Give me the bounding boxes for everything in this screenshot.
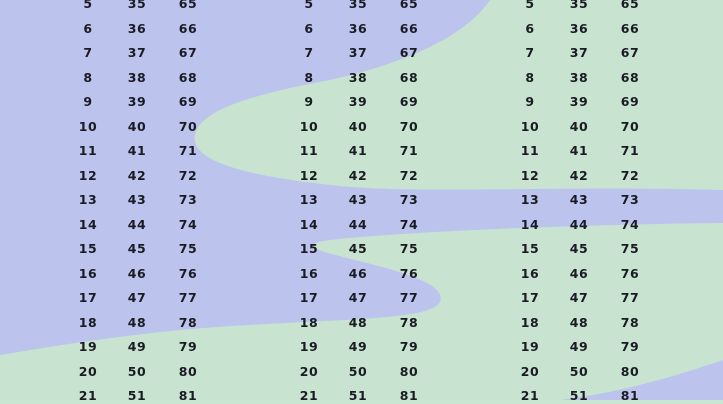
- table-cell: 75: [620, 241, 640, 256]
- table-cell: 68: [178, 69, 198, 85]
- table-cell: 17: [78, 290, 98, 305]
- table-cell: 15: [520, 241, 540, 256]
- table-cell: 80: [178, 363, 198, 379]
- table-cell: 48: [127, 314, 147, 330]
- table-cell: 6: [83, 20, 93, 36]
- table-cell: 35: [127, 0, 147, 11]
- table-cell: 42: [348, 167, 368, 183]
- table-cell: 11: [78, 143, 98, 158]
- table-cell: 11: [299, 143, 319, 158]
- table-cell: 21: [78, 388, 98, 403]
- table-cell: 43: [569, 192, 589, 207]
- table-cell: 46: [569, 265, 589, 281]
- table-cell: 15: [299, 241, 319, 256]
- table-cell: 79: [620, 339, 640, 354]
- table-cell: 36: [348, 20, 368, 36]
- table-cell: 9: [83, 94, 93, 109]
- table-cell: 80: [620, 363, 640, 379]
- table-cell: 69: [178, 94, 198, 109]
- table-cell: 79: [399, 339, 419, 354]
- table-cell: 35: [569, 0, 589, 11]
- table-cell: 69: [399, 94, 419, 109]
- table-cell: 77: [620, 290, 640, 305]
- table-cell: 70: [399, 118, 419, 134]
- table-cell: 38: [348, 69, 368, 85]
- table-cell: 8: [83, 69, 93, 85]
- table-cell: 68: [399, 69, 419, 85]
- table-cell: 8: [525, 69, 535, 85]
- table-cell: 16: [78, 265, 98, 281]
- table-cell: 9: [525, 94, 535, 109]
- table-cell: 44: [127, 216, 147, 232]
- table-cell: 42: [127, 167, 147, 183]
- table-cell: 13: [78, 192, 98, 207]
- table-cell: 41: [348, 143, 368, 158]
- table-cell: 73: [178, 192, 198, 207]
- table-cell: 50: [348, 363, 368, 379]
- table-cell: 68: [620, 69, 640, 85]
- table-cell: 72: [399, 167, 419, 183]
- table-cell: 65: [399, 0, 419, 11]
- table-cell: 11: [520, 143, 540, 158]
- table-cell: 14: [520, 216, 540, 232]
- table-cell: 66: [620, 20, 640, 36]
- table-cell: 5: [83, 0, 93, 11]
- table-cell: 71: [178, 143, 198, 158]
- table-cell: 12: [299, 167, 319, 183]
- table-cell: 66: [178, 20, 198, 36]
- table-cell: 18: [299, 314, 319, 330]
- table-cell: 18: [520, 314, 540, 330]
- table-cell: 14: [299, 216, 319, 232]
- table-cell: 17: [299, 290, 319, 305]
- table-cell: 10: [520, 118, 540, 134]
- table-cell: 39: [348, 94, 368, 109]
- table-cell: 5: [304, 0, 314, 11]
- table-cell: 50: [127, 363, 147, 379]
- table-cell: 45: [127, 241, 147, 256]
- table-cell: 75: [178, 241, 198, 256]
- table-cell: 67: [620, 45, 640, 60]
- table-cell: 10: [299, 118, 319, 134]
- table-cell: 39: [127, 94, 147, 109]
- table-cell: 6: [304, 20, 314, 36]
- table-cell: 37: [127, 45, 147, 60]
- table-cell: 35: [348, 0, 368, 11]
- table-cell: 73: [620, 192, 640, 207]
- table-cell: 12: [520, 167, 540, 183]
- table-cell: 72: [178, 167, 198, 183]
- table-cell: 5: [525, 0, 535, 11]
- table-cell: 67: [178, 45, 198, 60]
- table-cell: 46: [348, 265, 368, 281]
- table-cell: 49: [348, 339, 368, 354]
- table-cell: 49: [569, 339, 589, 354]
- table-cell: 71: [399, 143, 419, 158]
- table-cell: 47: [569, 290, 589, 305]
- table-cell: 19: [299, 339, 319, 354]
- table-cell: 65: [178, 0, 198, 11]
- table-cell: 7: [525, 45, 535, 60]
- table-cell: 14: [78, 216, 98, 232]
- table-cell: 16: [520, 265, 540, 281]
- table-cell: 45: [348, 241, 368, 256]
- table-cell: 77: [399, 290, 419, 305]
- table-cell: 78: [178, 314, 198, 330]
- table-cell: 76: [178, 265, 198, 281]
- table-cell: 69: [620, 94, 640, 109]
- table-cell: 47: [348, 290, 368, 305]
- table-cell: 79: [178, 339, 198, 354]
- table-cell: 45: [569, 241, 589, 256]
- table-cell: 9: [304, 94, 314, 109]
- table-cell: 49: [127, 339, 147, 354]
- table-cell: 15: [78, 241, 98, 256]
- table-cell: 65: [620, 0, 640, 11]
- table-cell: 70: [620, 118, 640, 134]
- table-cell: 81: [399, 388, 419, 403]
- table-cell: 47: [127, 290, 147, 305]
- table-cell: 74: [399, 216, 419, 232]
- table-cell: 13: [520, 192, 540, 207]
- table-cell: 40: [348, 118, 368, 134]
- table-cell: 16: [299, 265, 319, 281]
- table-cell: 78: [399, 314, 419, 330]
- table-cell: 10: [78, 118, 98, 134]
- table-cell: 74: [178, 216, 198, 232]
- table-cell: 51: [127, 388, 147, 403]
- table-cell: 21: [299, 388, 319, 403]
- table-cell: 44: [569, 216, 589, 232]
- table-cell: 48: [569, 314, 589, 330]
- table-cell: 38: [569, 69, 589, 85]
- table-cell: 37: [569, 45, 589, 60]
- table-cell: 20: [299, 363, 319, 379]
- table-cell: 13: [299, 192, 319, 207]
- table-cell: 78: [620, 314, 640, 330]
- table-cell: 81: [178, 388, 198, 403]
- table-cell: 67: [399, 45, 419, 60]
- table-cell: 18: [78, 314, 98, 330]
- table-cell: 43: [348, 192, 368, 207]
- table-cell: 76: [620, 265, 640, 281]
- table-cell: 37: [348, 45, 368, 60]
- table-cell: 17: [520, 290, 540, 305]
- table-cell: 36: [127, 20, 147, 36]
- table-cell: 21: [520, 388, 540, 403]
- table-cell: 41: [569, 143, 589, 158]
- table-cell: 75: [399, 241, 419, 256]
- table-cell: 76: [399, 265, 419, 281]
- table-cell: 6: [525, 20, 535, 36]
- table-cell: 36: [569, 20, 589, 36]
- table-cell: 51: [569, 388, 589, 403]
- table-cell: 48: [348, 314, 368, 330]
- table-cell: 50: [569, 363, 589, 379]
- table-cell: 43: [127, 192, 147, 207]
- table-cell: 8: [304, 69, 314, 85]
- table-cell: 74: [620, 216, 640, 232]
- table-cell: 41: [127, 143, 147, 158]
- table-cell: 51: [348, 388, 368, 403]
- table-cell: 7: [83, 45, 93, 60]
- table-cell: 40: [127, 118, 147, 134]
- table-cell: 81: [620, 388, 640, 403]
- table-cell: 39: [569, 94, 589, 109]
- table-cell: 71: [620, 143, 640, 158]
- table-cell: 46: [127, 265, 147, 281]
- table-cell: 73: [399, 192, 419, 207]
- table-cell: 19: [78, 339, 98, 354]
- table-cell: 72: [620, 167, 640, 183]
- table-cell: 44: [348, 216, 368, 232]
- table-cell: 20: [520, 363, 540, 379]
- table-cell: 20: [78, 363, 98, 379]
- table-cell: 7: [304, 45, 314, 60]
- table-cell: 19: [520, 339, 540, 354]
- table-cell: 66: [399, 20, 419, 36]
- table-cell: 77: [178, 290, 198, 305]
- table-cell: 38: [127, 69, 147, 85]
- table-cell: 42: [569, 167, 589, 183]
- table-cell: 80: [399, 363, 419, 379]
- table-cell: 70: [178, 118, 198, 134]
- table-cell: 12: [78, 167, 98, 183]
- table-cell: 40: [569, 118, 589, 134]
